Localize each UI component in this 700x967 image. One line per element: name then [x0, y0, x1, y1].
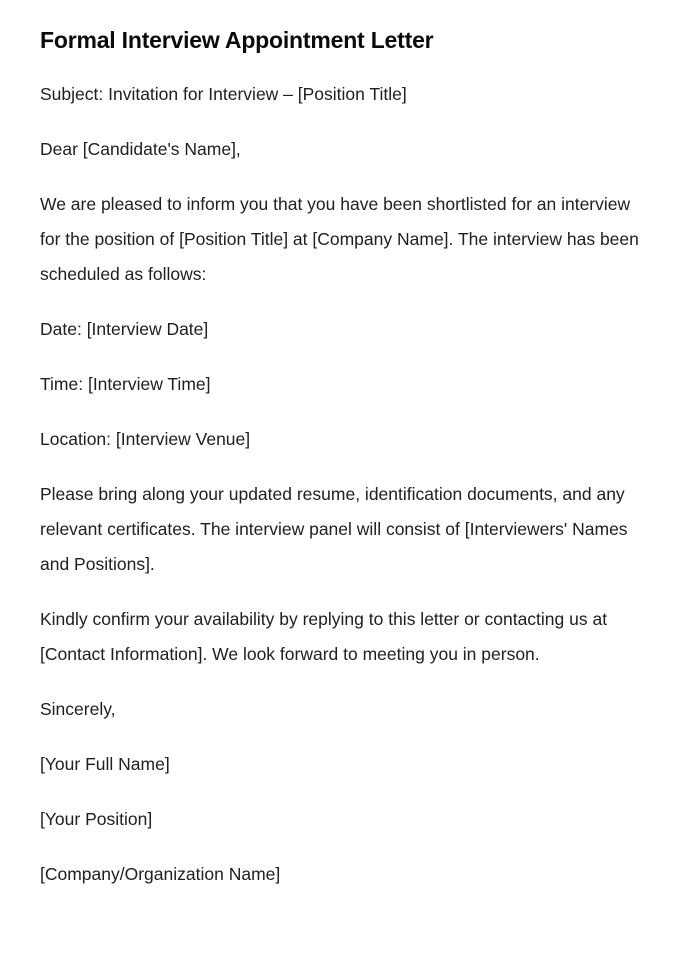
page-title: Formal Interview Appointment Letter: [40, 27, 434, 53]
signature-position-line: [Your Position]: [40, 808, 153, 829]
signature-company-line: [Company/Organization Name]: [40, 863, 281, 884]
salutation: Dear [Candidate's Name],: [40, 138, 241, 159]
intro-paragraph: We are pleased to inform you that you have been shortlisted for an interview for the position of [Position Title] at [Company Name]. The interview has been scheduled as follows:: [40, 193, 639, 284]
interview-date-line: Date: [Interview Date]: [40, 318, 209, 339]
documents-paragraph: Please bring along your updated resume, identification documents, and any relevant certificates. The interview panel will consist of [Interviewers' Names and Positions].: [40, 483, 628, 574]
subject-line: Subject: Invitation for Interview – [Position Title]: [40, 83, 407, 104]
interview-location-line: Location: [Interview Venue]: [40, 428, 251, 449]
interview-time-line: Time: [Interview Time]: [40, 373, 211, 394]
confirmation-paragraph: Kindly confirm your availability by replying to this letter or contacting us at [Contact Information]. We look forward to meeting you in person.: [40, 608, 608, 664]
signature-name-line: [Your Full Name]: [40, 753, 170, 774]
closing-line: Sincerely,: [40, 698, 116, 719]
